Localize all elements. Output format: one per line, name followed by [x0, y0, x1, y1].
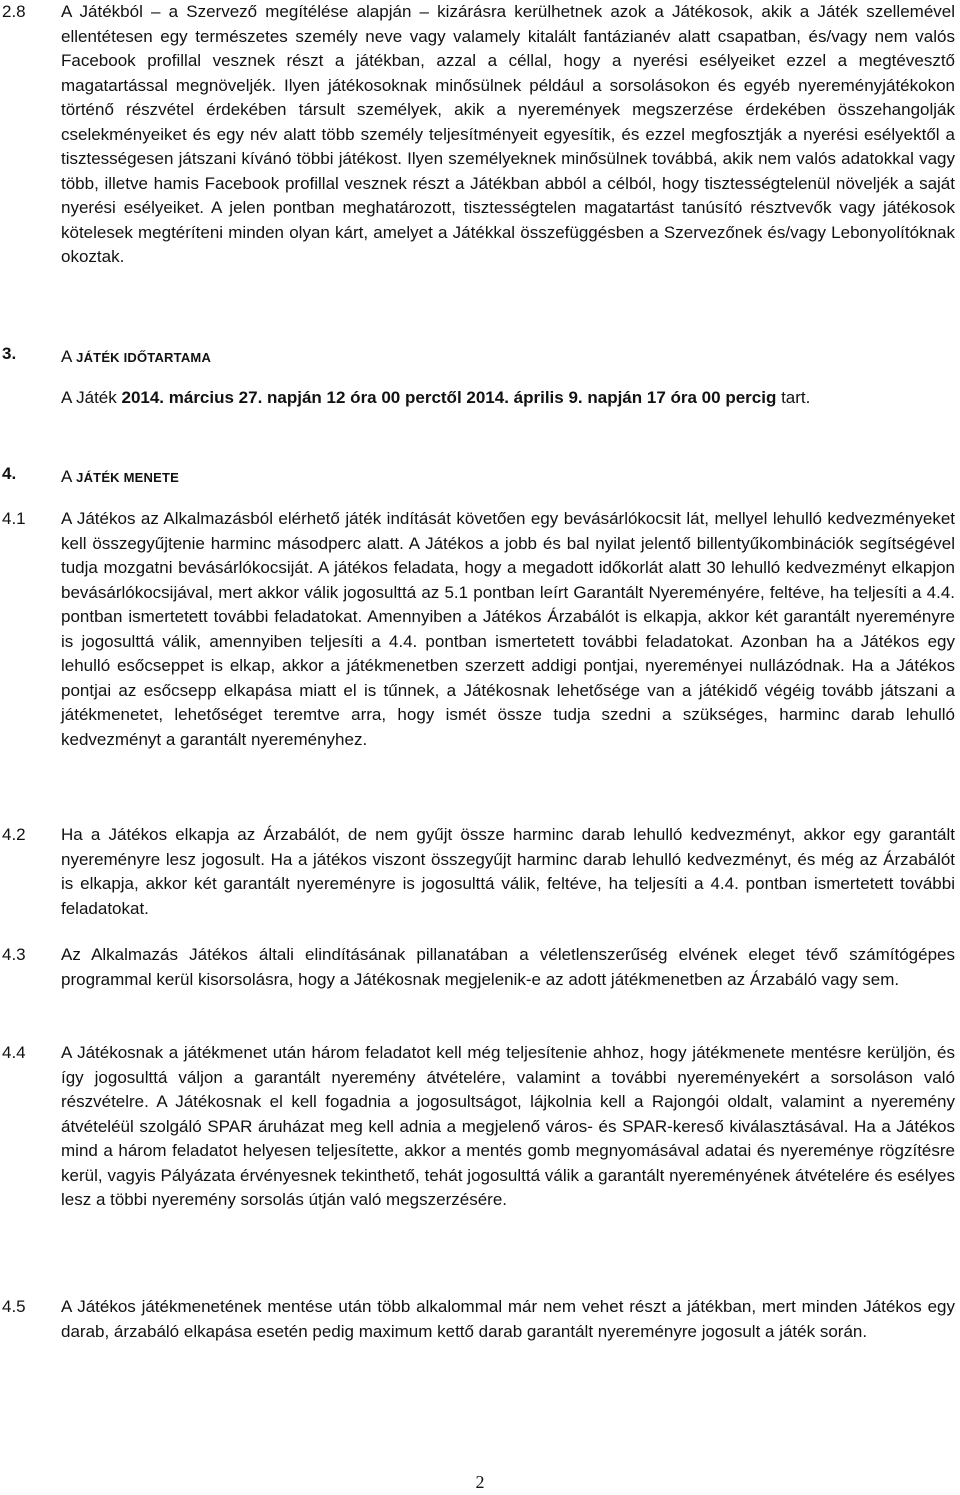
heading-rest: JÁTÉK IDŐTARTAMA	[72, 350, 212, 365]
section-text: Az Alkalmazás Játékos általi elindításának pillanatában a véletlenszerűség elvének eleget tévő számítógépes programmal kerül kisorsolásra, hogy a Játékosnak megjelenik-e az adott játékmenetben az Árzabáló vagy sem.	[61, 945, 955, 989]
heading-title	[61, 462, 179, 491]
heading-first-letter: A	[61, 467, 73, 486]
section-text: Ha a Játékos elkapja az Árzabálót, de nem gyűjt össze harminc darab lehulló kedvezményt, akkor egy garantált nyereményre lesz jogosult. Ha a játékos viszont összegyűjt harminc darab lehulló kedvezményt, és még az Árzabálót is elkapja, akkor két garantált nyereményre is jogosulttá válik, feltéve, ha teljesíti a 4.4. pontban ismertetett további feladatokat.	[61, 825, 955, 918]
heading-first-letter: A	[61, 347, 73, 366]
schedule-mid2: napján	[582, 388, 647, 407]
section-text: A Játékos játékmenetének mentése után több alkalommal már nem vehet részt a játékban, mert minden Játékos egy darab, árzabáló elkapása esetén pedig maximum kettő darab garantált nyereményre jogosult a játék során.	[61, 1297, 955, 1341]
schedule-suffix: tart.	[776, 388, 811, 407]
section-text: A Játékosnak a játékmenet után három feladatot kell még teljesítenie ahhoz, hogy játékmenete mentésre kerüljön, és így jogosulttá váljon a garantált nyeremény átvételére, valamint a további nyereményekért a sorsoláson való részvételre. A Játékosnak el kell fogadnia a jogosultságot, lájkolnia kell a Rajongói oldalt, valamint a nyeremény átvételéül szolgáló SPAR áruházat meg kell adnia a megjelenő város- és SPAR-kereső kiválasztásával. Ha a Játékos mind a három feladatot helyesen teljesítette, akkor a mentés gomb megnyomásával adatai és nyereménye rögzítésre kerül, vagyis Pályázata érvényesnek tekinthető, tehát jogosulttá válik a garantált nyereményének átvételére és esélyes lesz a többi nyeremény sorsolás útján való megszerzésére.	[61, 1043, 955, 1209]
heading-rest: JÁTÉK MENETE	[72, 470, 179, 485]
heading-number: 3.	[2, 344, 17, 363]
schedule-start-date: 2014. március 27.	[121, 388, 263, 407]
section-number: 4.3	[2, 945, 26, 964]
section-number: 2.8	[2, 2, 26, 21]
heading-number: 4.	[2, 464, 17, 483]
page-number: 2	[475, 1472, 485, 1492]
heading-title	[61, 342, 211, 371]
section-number: 4.4	[2, 1043, 26, 1062]
schedule-mid1: napján	[262, 388, 327, 407]
schedule-end-time: 17 óra 00 percig	[646, 388, 777, 407]
section-number: 4.5	[2, 1297, 26, 1316]
schedule-text	[61, 386, 955, 411]
section-text: A Játékos az Alkalmazásból elérhető játék indítását követően egy bevásárlókocsit lát, mellyel lehulló kedvezményeket kell összegyűjtenie harminc másodperc alatt. A Játékos a jobb és bal nyilat jelentő billentyűkombinációk segítségével tudja mozgatni bevásárlókocsiját. A játékos feladata, hogy a megadott időkorlát alatt 30 lehulló kedvezményt elkapjon bevásárlókocsijával, mert akkor válik jogosulttá az 5.1 pontban leírt Garantált Nyereményére, feltéve, ha teljesíti a 4.4. pontban ismertetett további feladatokat. Amennyiben a Játékos Árzabálót is elkapja, akkor két garantált nyereményre is jogosulttá válik, amennyiben teljesíti a 4.4. pontban ismertetett további feladatokat. Azonban ha a Játékos egy lehulló esőcseppet is elkap, akkor a játékmenetben szerzett addigi pontjai, nyereményei nullázódnak. Ha a Játékos pontjai az esőcsepp elkapása miatt el is tűnnek, a Játékosnak lehetősége van a játékidő végéig tovább játszani a játékmenetet, lehetőséget teremtve arra, hogy ismét össze tudja szedni a szükséges, harminc darab lehulló kedvezményt a garantált nyereményhez.	[61, 509, 955, 749]
section-number: 4.2	[2, 825, 26, 844]
section-number: 4.1	[2, 509, 26, 528]
schedule-start-time: 12 óra 00 perctől 2014. április 9.	[326, 388, 583, 407]
section-text: A Játékból – a Szervező megítélése alapján – kizárásra kerülhetnek azok a Játékosok, akik a Játék szellemével ellentétesen egy természetes személy neve vagy valamely kitalált fantázianév alatt csapatban, és/vagy nem valós Facebook profillal vesznek részt a játékban, azzal a céllal, hogy a nyerési esélyeiket ezzel a megtévesztő magatartással megnöveljék. Ilyen játékosoknak minősülnek például a sorsolásokon és egyéb nyereményjátékokon történő részvétel érdekében társult személyek, akik a nyeremények megszerzése érdekében összehangolják cselekményeiket és egy név alatt több személy teljesítményeit egyesítik, és ezzel megfosztják a nyerési esélyektől a tisztességesen játszani kívánó többi játékost. Ilyen személyeknek minősülnek továbbá, akik nem valós adatokkal vagy több, illetve hamis Facebook profillal vesznek részt a Játékban abból a célból, hogy tisztességtelenül növeljék a saját nyerési esélyeiket. A jelen pontban meghatározott, tisztességtelen magatartást tanúsító résztvevők vagy játékosok kötelesek megtéríteni minden olyan kárt, amelyet a Játékkal összefüggésben a Szervezőnek és/vagy Lebonyolítóknak okoztak.	[61, 2, 955, 266]
schedule-prefix: A Játék	[61, 388, 122, 407]
